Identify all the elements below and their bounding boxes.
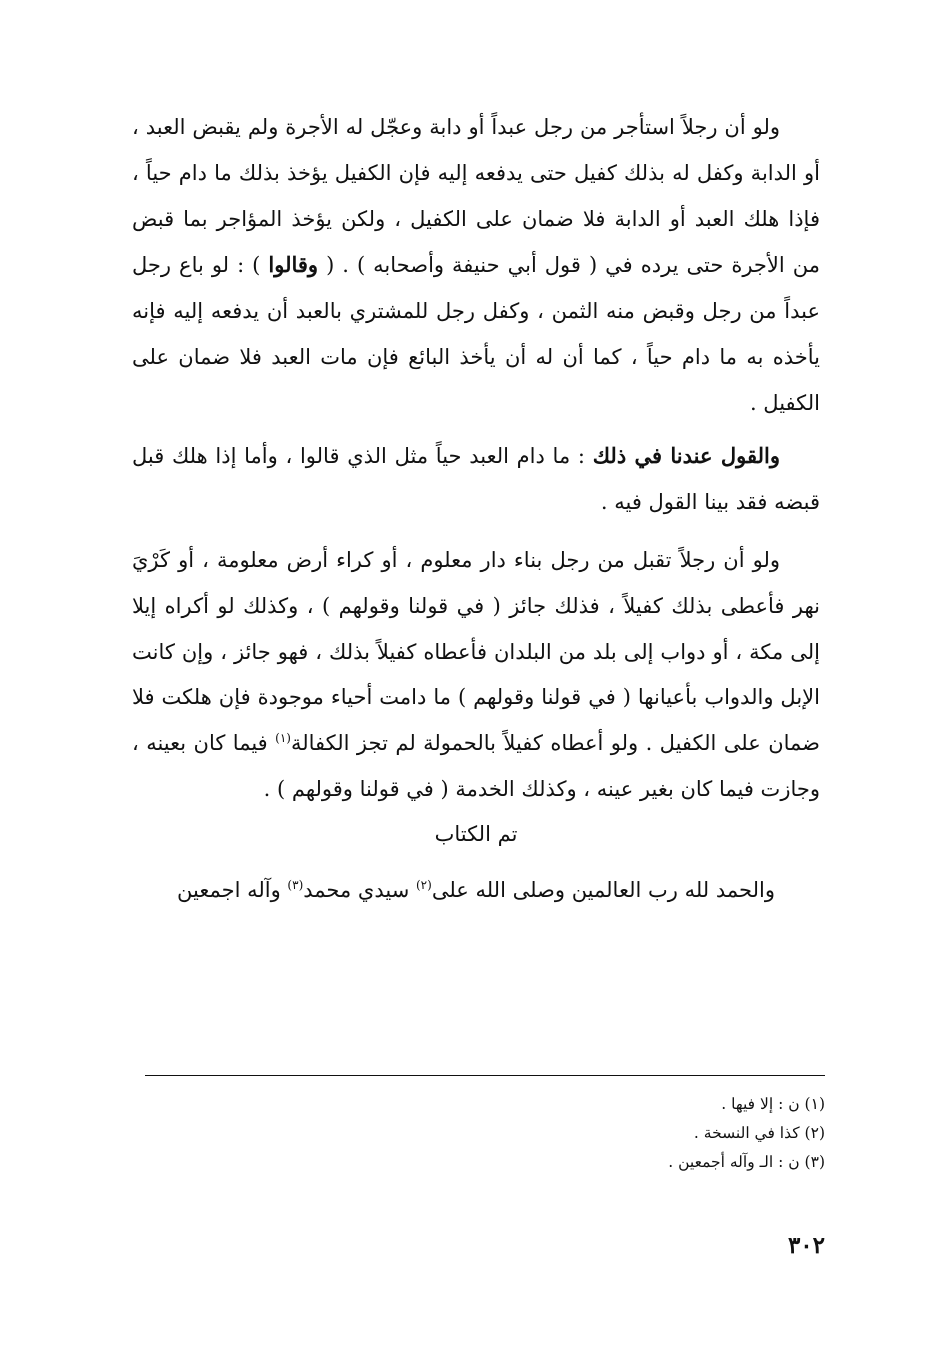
footnote-3: (٣) ن : الـ وآله أجمعين . — [668, 1153, 825, 1171]
paragraph-2-text: : ما دام العبد حياً مثل الذي قالوا ، وأما إذا هلك قبل قبضه فقد بينا القول فيه . — [132, 444, 820, 514]
paragraph-2-heading: والقول عندنا في ذلك — [592, 443, 780, 468]
closing-part-3: وآله اجمعين — [177, 878, 281, 902]
footnote-ref-3[interactable]: (٣) — [287, 878, 304, 892]
footnote-1: (١) ن : إلا فيها . — [721, 1095, 825, 1113]
footnote-ref-1[interactable]: (١) — [275, 731, 291, 746]
footnote-2: (٢) كذا في النسخة . — [693, 1124, 825, 1142]
paragraph-1-text-start: ولو أن رجلاً استأجر من رجل عبداً أو دابة وعجّل له الأجرة ولم يقبض العبد ، أو الدابة وكفل له بذلك كفيل حتى يدفعه إليه فإن الكفيل يؤخذ بذلك ما دام حياً ، فإذا هلك العبد أو الدابة فلا ضمان على الكفيل ، ولكن يؤخذ المؤاجر بما قبض من الأجرة حتى يرده في ( قول أبي حنيفة وأصحابه ) . ( — [132, 115, 820, 278]
page-number: ٣٠٢ — [787, 1232, 825, 1259]
paragraph-construction-guarantee — [132, 538, 820, 813]
paragraph-our-opinion — [132, 433, 820, 526]
closing-doxology — [132, 878, 820, 902]
paragraph-3-text-end: فيما كان بعينه ، وجازت فيما كان بغير عينه ، وكذلك الخدمة ( في قولنا وقولهم ) . — [132, 731, 820, 801]
book-ending-title: تم الكتاب — [434, 822, 518, 846]
footnotes-list — [500, 1090, 825, 1177]
paragraph-1-text-end: ) : لو باع رجل عبداً من رجل وقبض منه الثمن ، وكفل رجل للمشتري بالعبد أن يدفعه إليه فإنه يأخذه به ما دام حياً ، كما أن له أن يأخذ البائع فإن مات العبد فلا ضمان على الكفيل . — [132, 253, 820, 415]
paragraph-lease-guarantee — [132, 105, 820, 427]
closing-part-1: والحمد لله رب العالمين وصلى الله على — [431, 878, 775, 902]
paragraph-1-heading-qalu: وقالوا — [268, 252, 319, 278]
footnote-separator — [145, 1075, 825, 1076]
closing-part-2: سيدي محمد — [303, 878, 410, 902]
paragraph-3-text-start: ولو أن رجلاً تقبل من رجل بناء دار معلوم ، أو كراء أرض معلومة ، أو كَرْيَ نهر فأعطى بذلك كفيلاً ، فذلك جائز ( في قولنا وقولهم ) ، وكذلك لو أكراه إيلا إلى مكة ، أو دواب إلى بلد من البلدان فأعطاه كفيلاً بذلك ، فهو جائز ، وإن كانت الإبل والدواب بأعيانها ( في قولنا وقولهم ) ما دامت أحياء موجودة فإن هلكت فلا ضمان على الكفيل . ولو أعطاه كفيلاً بالحمولة لم تجز الكفالة — [132, 548, 821, 756]
footnote-ref-2[interactable]: (٢) — [415, 878, 432, 892]
